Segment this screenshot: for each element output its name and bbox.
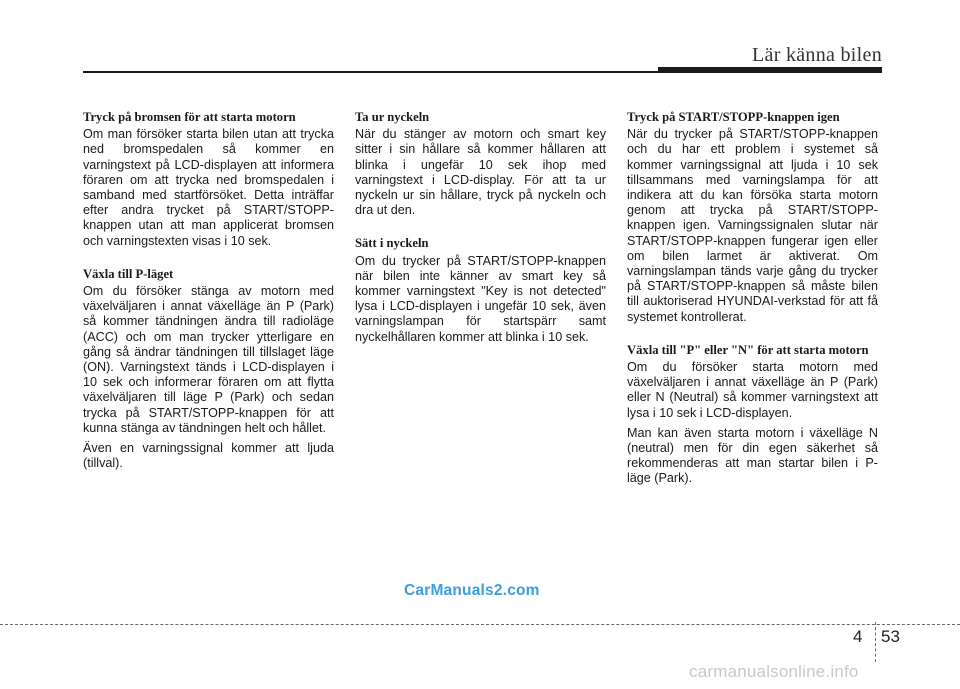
header-rule-thin [83, 71, 658, 73]
section-heading: Tryck på START/STOPP-knappen igen [627, 110, 840, 124]
section-heading: Växla till "P" eller "N" för att starta motorn [627, 342, 869, 357]
section-paragraph: Om du försöker starta motorn med växelväljaren i annat växelläge än P (Park) eller N (Neutral) så kommer varningstext att lysa i 10 sek i LCD-displayen. [627, 360, 878, 420]
section-heading: Tryck på bromsen för att starta motorn [83, 110, 296, 124]
footer-dashed-rule [0, 624, 960, 625]
section-paragraph: Man kan även starta motorn i växelläge N (neutral) men för din egen säkerhet så rekommenderas att man startar bilen i P-läge (Park). [627, 425, 878, 486]
section-heading: Växla till P-läget [83, 266, 174, 281]
text-column-2 [355, 110, 606, 350]
page-header-title: Lär känna bilen [752, 44, 882, 66]
page-number: 53 [881, 627, 900, 646]
section-paragraph: När du trycker på START/STOPP-knappen och du har ett problem i systemet så kommer varningssignal att ljuda i 10 sek tillsammans med varningslampa för att indikera att du kan försöka starta motorn genom att trycka på START/STOPP-knappen igen. Varningssignalen slutar när START/STOPP-knappen fungerar igen eller om bilen larmet är aktiverat. Om varningslampan tänds varje gång du trycker på START/STOPP-knappen så måste bilen till auktoriserad HYUNDAI-verkstad för att få systemet kontrollerat. [627, 127, 878, 324]
section-paragraph: Om du trycker på START/STOPP-knappen när bilen inte känner av smart key så kommer varningstext "Key is not detected" lysa i LCD-displayen i ungefär 10 sek, även varningslampan för startspärr samt nyckelhållaren kommer att blinka i 10 sek. [355, 253, 606, 344]
watermark-link-carmanuals2[interactable]: CarManuals2.com [404, 582, 540, 599]
header-rule-thick [658, 67, 882, 73]
text-column-3 [627, 110, 878, 492]
chapter-number: 4 [853, 627, 863, 646]
section-heading: Sätt i nyckeln [355, 236, 429, 251]
section-paragraph: Om du försöker stänga av motorn med växelväljaren i annat växelläge än P (Park) så kommer tändningen ändra till radioläge (ACC) och om man trycker ytterligare en gång så ändrar tändningen till tillslaget läge (ON). Varningstext tänds i LCD-displayen i 10 sek och informerar föraren om att flytta växelväljaren till läge P (Park) och sedan trycka på START/STOPP-knappen för att kunna stänga av tändningen helt och hållet. [83, 284, 334, 435]
section-paragraph: Om man försöker starta bilen utan att trycka ned bromspedalen så kommer en varningstext på LCD-displayen att informera föraren om att trycka ned bromspedalen i samband med startförsöket. Detta inträffar efter andra trycket på START/STOPP-knappen utan att man applicerat bromsen och varningstexten visas i 10 sek. [83, 127, 334, 248]
section-paragraph: När du stänger av motorn och smart key sitter i sin hållare så kommer hållaren att blinka i ungefär 10 sek ihop med varningstext i LCD-display. För att ta ur nyckeln ur sin hållare, tryck på nyckeln och dra ut den. [355, 127, 606, 218]
text-column-1 [83, 110, 334, 476]
section-paragraph: Även en varningssignal kommer att ljuda (tillval). [83, 441, 334, 471]
section-heading: Ta ur nyckeln [355, 110, 430, 124]
page-number-divider [875, 622, 876, 662]
watermark-link-carmanualsonline[interactable]: carmanualsonline.info [689, 662, 859, 681]
